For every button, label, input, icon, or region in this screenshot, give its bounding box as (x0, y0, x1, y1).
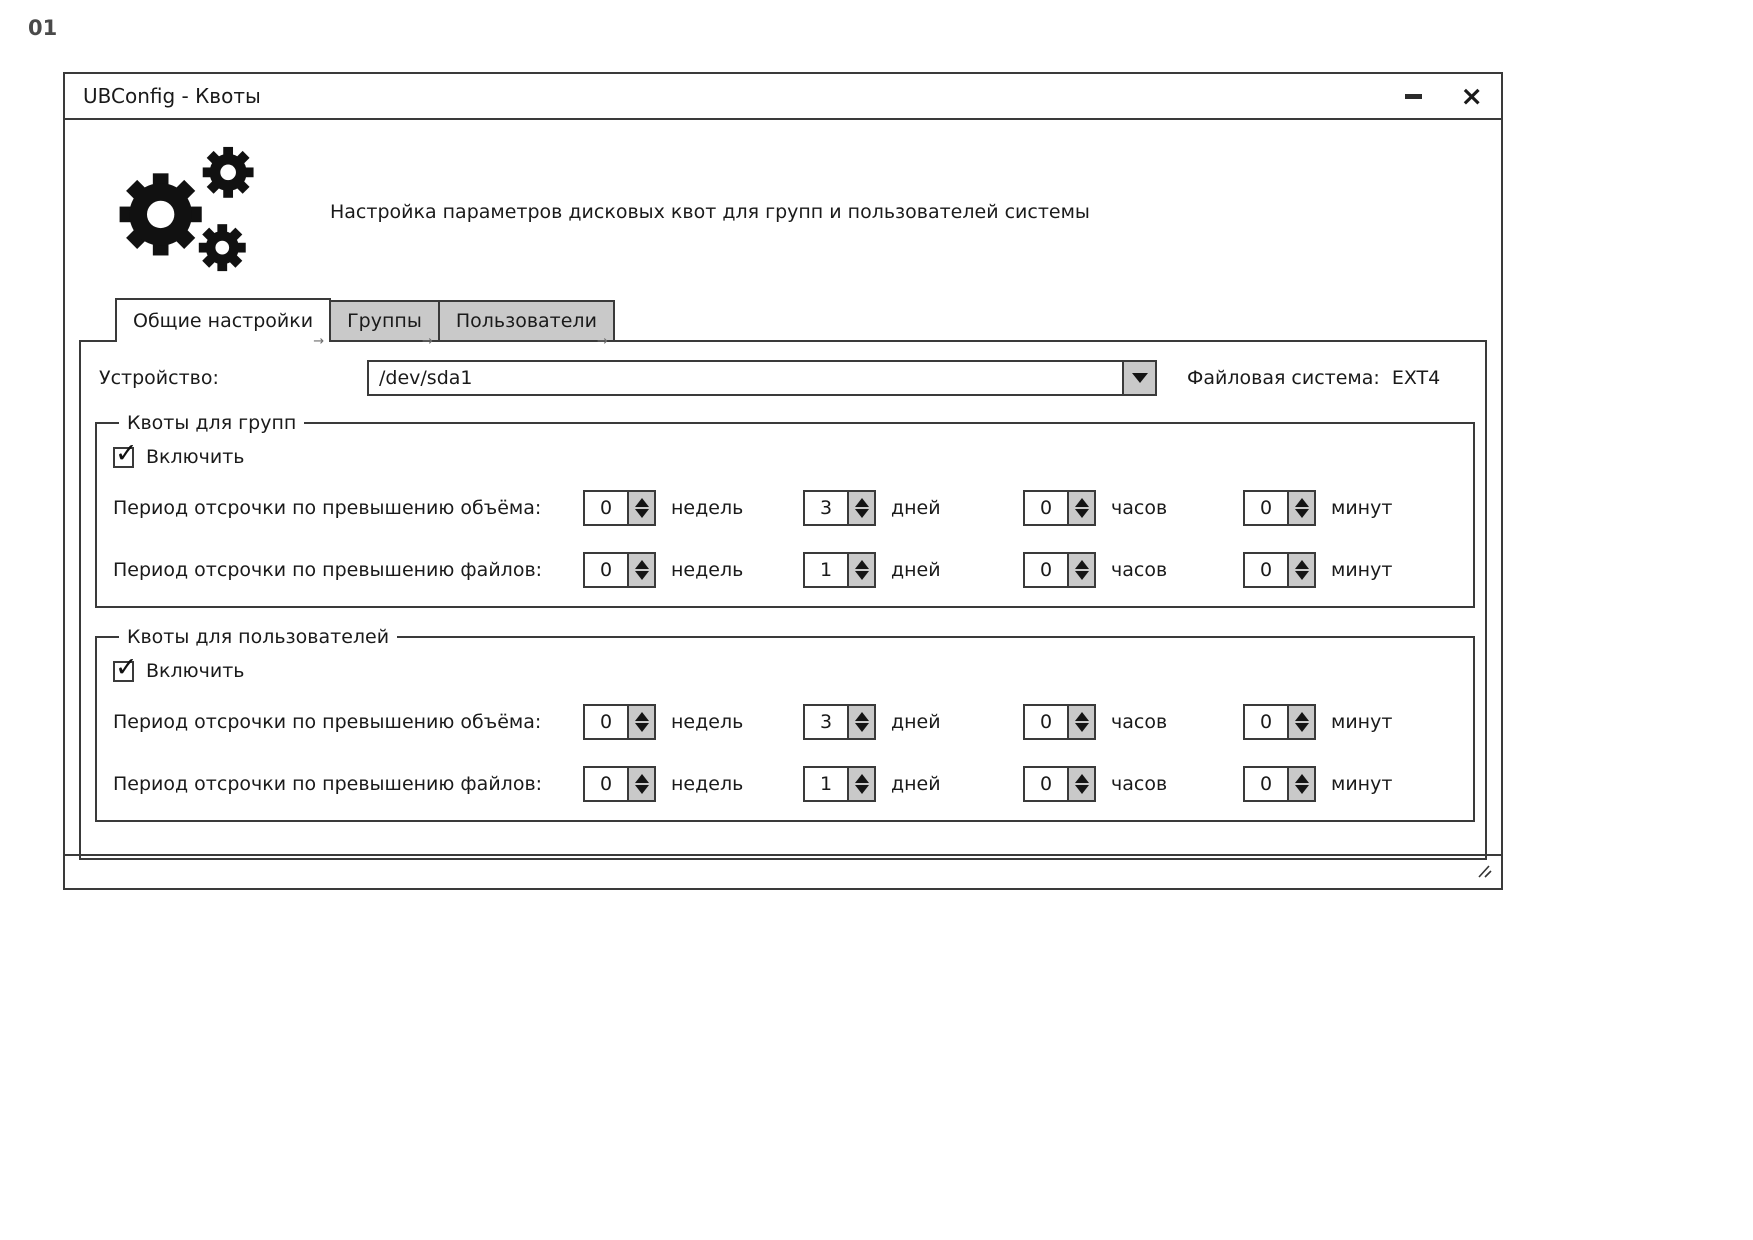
dialog-header (65, 120, 1501, 282)
device-combobox[interactable] (367, 360, 1157, 396)
spinbox-stepper[interactable] (847, 492, 874, 524)
gears-icon (105, 144, 275, 276)
spinbox-stepper[interactable] (1067, 492, 1094, 524)
days-spinbox[interactable] (803, 552, 876, 588)
spin-up-icon[interactable] (635, 712, 649, 721)
spin-down-icon[interactable] (635, 571, 649, 580)
quota-row-label: Период отсрочки по превышению объёма: (113, 711, 542, 733)
spinbox-stepper[interactable] (847, 706, 874, 738)
tab-link-arrow-icon: → (421, 334, 433, 349)
group-quotas-legend: Квоты для групп (127, 412, 297, 434)
user-files-grace-row (113, 766, 1463, 802)
spin-down-icon[interactable] (1075, 571, 1089, 580)
spinbox-stepper[interactable] (847, 768, 874, 800)
user-volume-weeks (583, 704, 803, 740)
tab-label: Группы (347, 310, 422, 332)
window-titlebar[interactable] (65, 74, 1501, 120)
spinbox-value[interactable]: 0 (1245, 492, 1287, 524)
user-enable-label: Включить (146, 660, 245, 682)
group-files-minutes (1243, 552, 1463, 588)
user-enable-checkbox[interactable] (113, 651, 138, 683)
hours-unit-label: часов (1111, 559, 1168, 581)
group-volume-grace-row (113, 490, 1463, 526)
hours-unit-label: часов (1111, 773, 1168, 795)
spinbox-stepper[interactable] (1067, 768, 1094, 800)
spinbox-stepper[interactable] (1067, 706, 1094, 738)
spinbox-value[interactable]: 0 (1025, 554, 1067, 586)
minutes-spinbox[interactable] (1243, 552, 1316, 588)
resize-grip[interactable] (1476, 863, 1494, 883)
group-files-hours (1023, 552, 1243, 588)
spin-up-icon[interactable] (855, 498, 869, 507)
spin-up-icon[interactable] (1075, 774, 1089, 783)
tab-general-settings[interactable] (115, 298, 331, 349)
chevron-down-icon (1132, 373, 1148, 383)
group-volume-hours (1023, 490, 1243, 526)
days-unit-label: дней (891, 773, 941, 795)
spinbox-value[interactable]: 0 (1025, 706, 1067, 738)
spin-down-icon[interactable] (635, 509, 649, 518)
spinbox-stepper[interactable] (1287, 768, 1314, 800)
device-dropdown-button[interactable] (1122, 362, 1155, 394)
quota-row-label: Период отсрочки по превышению файлов: (113, 773, 543, 795)
group-files-days (803, 552, 1023, 588)
tab-users[interactable] (438, 300, 615, 349)
spinbox-stepper[interactable] (1067, 554, 1094, 586)
user-files-weeks (583, 766, 803, 802)
filesystem-value: EXT4 (1391, 367, 1441, 389)
spin-up-icon[interactable] (1295, 498, 1309, 507)
days-unit-label: дней (891, 559, 941, 581)
minutes-spinbox[interactable] (1243, 704, 1316, 740)
spin-down-icon[interactable] (635, 785, 649, 794)
spin-down-icon[interactable] (1075, 785, 1089, 794)
spinbox-value[interactable]: 0 (585, 706, 627, 738)
group-enable-checkbox[interactable] (113, 437, 138, 469)
general-settings-panel (79, 340, 1487, 860)
spinbox-value[interactable]: 0 (1245, 554, 1287, 586)
weeks-unit-label: недель (671, 773, 744, 795)
hours-unit-label: часов (1111, 711, 1168, 733)
spin-down-icon[interactable] (855, 785, 869, 794)
user-files-days (803, 766, 1023, 802)
spinbox-value[interactable]: 1 (805, 554, 847, 586)
minutes-unit-label: минут (1331, 711, 1393, 733)
page-number-label: 01 (28, 16, 58, 40)
weeks-unit-label: недель (671, 559, 744, 581)
spin-up-icon[interactable] (1295, 712, 1309, 721)
window-controls (1405, 80, 1483, 112)
tab-label: Пользователи (455, 310, 597, 332)
group-volume-weeks (583, 490, 803, 526)
spinbox-stepper[interactable] (627, 554, 654, 586)
spinbox-value[interactable]: 0 (1025, 768, 1067, 800)
spin-down-icon[interactable] (1075, 723, 1089, 732)
hours-spinbox[interactable] (1023, 490, 1096, 526)
hours-spinbox[interactable] (1023, 766, 1096, 802)
days-unit-label: дней (891, 711, 941, 733)
hours-spinbox[interactable] (1023, 704, 1096, 740)
user-volume-days (803, 704, 1023, 740)
spin-down-icon[interactable] (855, 723, 869, 732)
weeks-unit-label: недель (671, 711, 744, 733)
spin-up-icon[interactable] (1075, 560, 1089, 569)
days-unit-label: дней (891, 497, 941, 519)
spinbox-value[interactable]: 0 (1245, 768, 1287, 800)
group-files-grace-row (113, 552, 1463, 588)
user-files-minutes (1243, 766, 1463, 802)
group-enable-label: Включить (146, 446, 245, 468)
minutes-unit-label: минут (1331, 559, 1393, 581)
spin-up-icon[interactable] (635, 498, 649, 507)
days-spinbox[interactable] (803, 766, 876, 802)
tab-link-arrow-icon: → (597, 334, 608, 349)
quota-row-label: Период отсрочки по превышению файлов: (113, 559, 543, 581)
spin-down-icon[interactable] (1075, 509, 1089, 518)
device-combobox-value[interactable]: /dev/sda1 (379, 367, 473, 389)
spin-up-icon[interactable] (855, 712, 869, 721)
user-quotas-legend: Квоты для пользователей (127, 626, 390, 648)
minimize-button[interactable] (1405, 94, 1422, 99)
weeks-spinbox[interactable] (583, 704, 656, 740)
device-row (95, 360, 1471, 396)
spinbox-stepper[interactable] (1287, 554, 1314, 586)
spin-up-icon[interactable] (1075, 712, 1089, 721)
tab-groups[interactable] (329, 300, 440, 349)
spinbox-value[interactable]: 0 (1025, 492, 1067, 524)
spin-down-icon[interactable] (1295, 723, 1309, 732)
spin-up-icon[interactable] (635, 560, 649, 569)
spin-up-icon[interactable] (855, 774, 869, 783)
spinbox-stepper[interactable] (627, 768, 654, 800)
filesystem-label: Файловая система: (1187, 367, 1380, 389)
spin-up-icon[interactable] (855, 560, 869, 569)
spinbox-value[interactable]: 0 (1245, 706, 1287, 738)
user-files-hours (1023, 766, 1243, 802)
spin-up-icon[interactable] (1295, 560, 1309, 569)
spinbox-value[interactable]: 0 (585, 492, 627, 524)
user-volume-hours (1023, 704, 1243, 740)
user-volume-minutes (1243, 704, 1463, 740)
spin-down-icon[interactable] (1295, 509, 1309, 518)
dialog-description: Настройка параметров дисковых квот для групп и пользователей системы (330, 201, 1090, 223)
spin-down-icon[interactable] (1295, 571, 1309, 580)
group-volume-days (803, 490, 1023, 526)
spinbox-value[interactable]: 3 (805, 492, 847, 524)
spinbox-stepper[interactable] (1287, 492, 1314, 524)
checkmark-icon: ✓ (115, 651, 138, 683)
spinbox-value[interactable]: 0 (585, 768, 627, 800)
minutes-unit-label: минут (1331, 773, 1393, 795)
minutes-spinbox[interactable] (1243, 490, 1316, 526)
spinbox-value[interactable]: 0 (585, 554, 627, 586)
spinbox-stepper[interactable] (627, 492, 654, 524)
minutes-unit-label: минут (1331, 497, 1393, 519)
spin-up-icon[interactable] (635, 774, 649, 783)
days-spinbox[interactable] (803, 704, 876, 740)
spinbox-value[interactable]: 1 (805, 768, 847, 800)
hours-unit-label: часов (1111, 497, 1168, 519)
user-quotas-fieldset (95, 626, 1475, 822)
status-bar (65, 854, 1501, 888)
checkmark-icon: ✓ (115, 437, 138, 469)
weeks-spinbox[interactable] (583, 766, 656, 802)
spinbox-value[interactable]: 3 (805, 706, 847, 738)
device-label: Устройство: (99, 367, 219, 389)
user-enable-row (113, 651, 1463, 683)
tab-bar (115, 298, 1501, 349)
spinbox-stepper[interactable] (847, 554, 874, 586)
user-volume-grace-row (113, 704, 1463, 740)
days-spinbox[interactable] (803, 490, 876, 526)
minutes-spinbox[interactable] (1243, 766, 1316, 802)
spin-down-icon[interactable] (855, 571, 869, 580)
tab-label: Общие настройки (133, 310, 314, 332)
group-files-weeks (583, 552, 803, 588)
quota-row-label: Период отсрочки по превышению объёма: (113, 497, 542, 519)
spin-up-icon[interactable] (1075, 498, 1089, 507)
group-enable-row (113, 437, 1463, 469)
weeks-unit-label: недель (671, 497, 744, 519)
window-title: UBConfig - Квоты (83, 84, 261, 108)
close-button[interactable]: × (1460, 80, 1483, 112)
spin-down-icon[interactable] (1295, 785, 1309, 794)
group-volume-minutes (1243, 490, 1463, 526)
weeks-spinbox[interactable] (583, 552, 656, 588)
tab-link-arrow-icon: → (313, 334, 325, 349)
spin-up-icon[interactable] (1295, 774, 1309, 783)
spinbox-stepper[interactable] (1287, 706, 1314, 738)
weeks-spinbox[interactable] (583, 490, 656, 526)
spin-down-icon[interactable] (855, 509, 869, 518)
ubconfig-window (63, 72, 1503, 890)
group-quotas-fieldset (95, 412, 1475, 608)
spinbox-stepper[interactable] (627, 706, 654, 738)
hours-spinbox[interactable] (1023, 552, 1096, 588)
spin-down-icon[interactable] (635, 723, 649, 732)
